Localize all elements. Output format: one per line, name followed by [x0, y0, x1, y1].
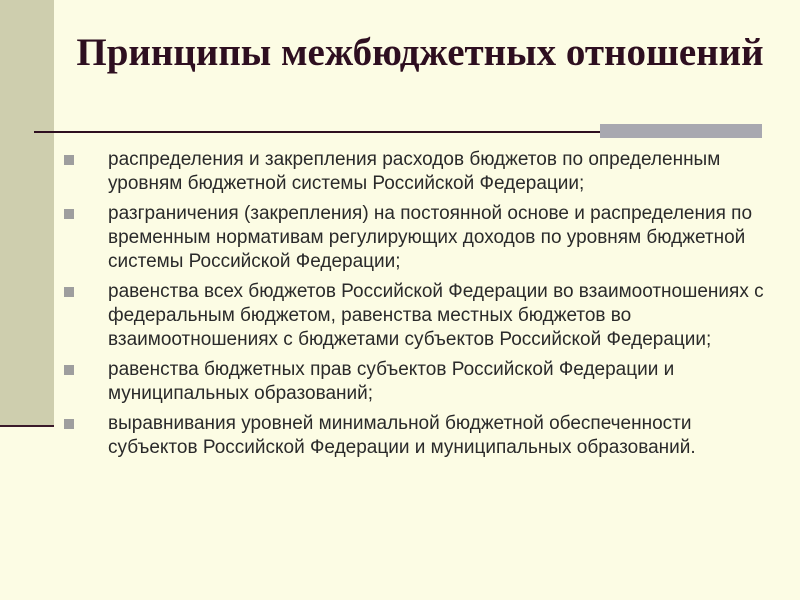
square-bullet-icon [64, 155, 74, 165]
bullet-item [60, 202, 780, 274]
square-bullet-icon [64, 419, 74, 429]
bullet-text: равенства всех бюджетов Российской Федерации во взаимоотношениях с федеральным бюджетом, равенства местных бюджетов во взаимоотношениях с бюджетами субъектов Российской Федерации; [108, 281, 764, 350]
bullet-text: равенства бюджетных прав субъектов Российской Федерации и муниципальных образований; [108, 359, 675, 404]
square-bullet-icon [64, 287, 74, 297]
bullet-item [60, 280, 780, 352]
bullet-item [60, 358, 780, 406]
title-divider-accent-bar [600, 124, 762, 138]
bullet-list [60, 148, 780, 466]
bullet-item [60, 148, 780, 196]
bullet-item [60, 412, 780, 460]
bullet-text: выравнивания уровней минимальной бюджетной обеспеченности субъектов Российской Федерации и муниципальных образований. [108, 413, 696, 458]
bullet-text: распределения и закрепления расходов бюджетов по определенным уровням бюджетной системы Российской Федерации; [108, 149, 721, 194]
square-bullet-icon [64, 365, 74, 375]
left-band-underline [0, 425, 54, 427]
bullet-text: разграничения (закрепления) на постоянной основе и распределения по временным нормативам регулирующих доходов по уровням бюджетной системы Российской Федерации; [108, 203, 753, 272]
square-bullet-icon [64, 209, 74, 219]
slide-title: Принципы межбюджетных отношений [76, 31, 764, 74]
